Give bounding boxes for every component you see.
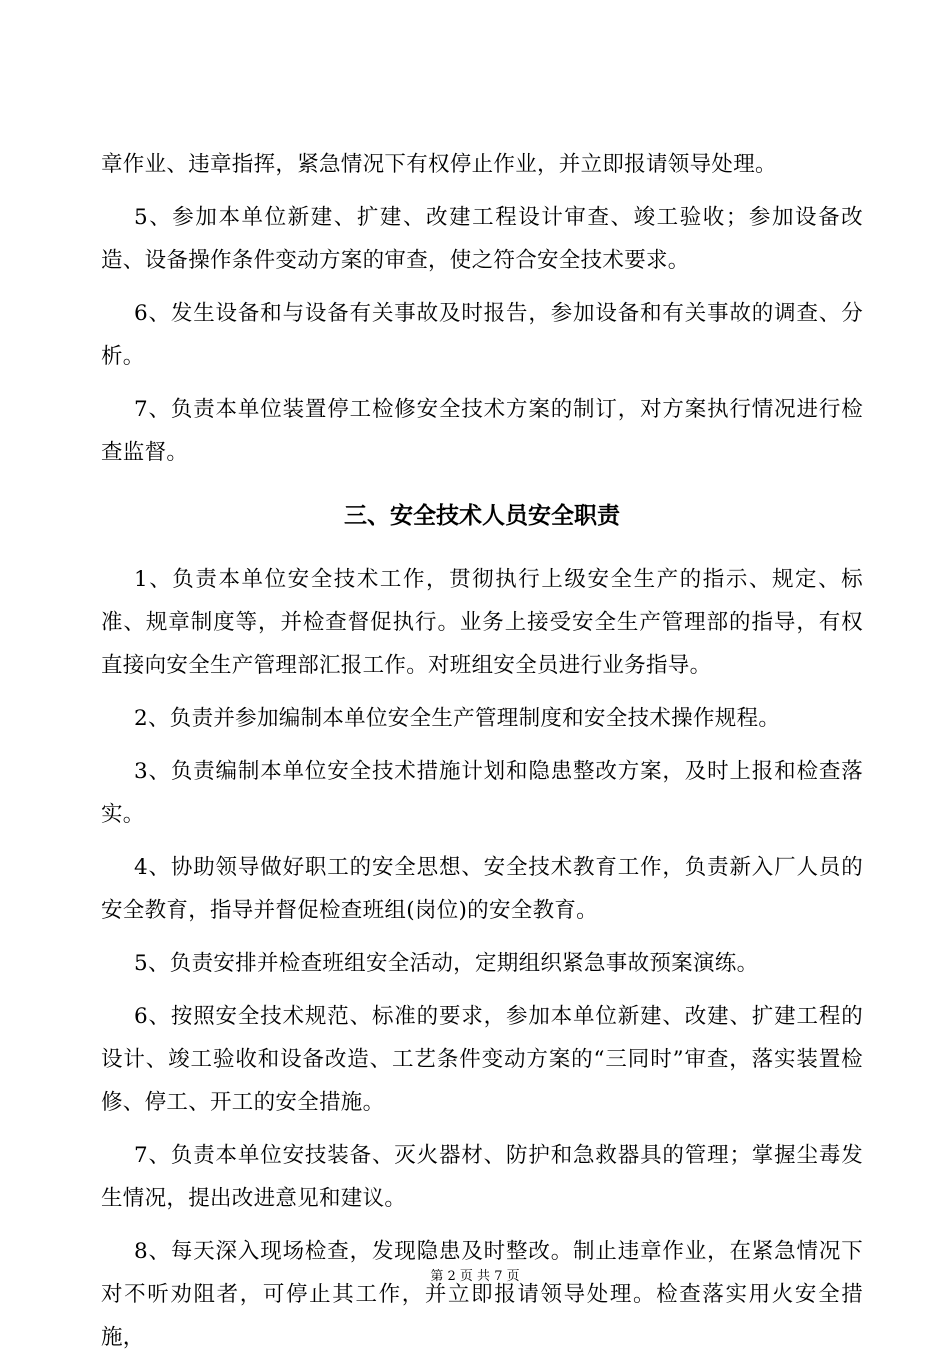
page-footer: 第 2 页 共 7 页 [430, 1269, 520, 1284]
section3-item-8: 8、每天深入现场检查，发现隐患及时整改。制止违章作业，在紧急情况下对不听劝阻者，可停止其工作，并立即报请领导处理。检查落实用火安全措施， [101, 1239, 863, 1350]
section2-item-6: 6、发生设备和与设备有关事故及时报告，参加设备和有关事故的调查、分析。 [101, 301, 863, 369]
section2-item-5: 5、参加本单位新建、扩建、改建工程设计审查、竣工验收；参加设备改造、设备操作条件变动方案的审查，使之符合安全技术要求。 [101, 205, 863, 273]
continuation-paragraph: 章作业、违章指挥，紧急情况下有权停止作业，并立即报请领导处理。 [101, 152, 777, 177]
section3-item-7: 7、负责本单位安技装备、灭火器材、防护和急救器具的管理；掌握尘毒发生情况，提出改进意见和建议。 [101, 1143, 863, 1211]
section2-item-7: 7、负责本单位装置停工检修安全技术方案的制订，对方案执行情况进行检查监督。 [101, 397, 863, 465]
section3-item-3: 3、负责编制本单位安全技术措施计划和隐患整改方案，及时上报和检查落实。 [101, 759, 863, 827]
section-title: 三、安全技术人员安全职责 [344, 503, 620, 529]
section3-item-5: 5、负责安排并检查班组安全活动，定期组织紧急事故预案演练。 [134, 951, 759, 976]
section3-item-1: 1、负责本单位安全技术工作，贯彻执行上级安全生产的指示、规定、标准、规章制度等，并检查督促执行。业务上接受安全生产管理部的指导，有权直接向安全生产管理部汇报工作。对班组安全员进行业务指导。 [101, 567, 863, 678]
section3-item-4: 4、协助领导做好职工的安全思想、安全技术教育工作，负责新入厂人员的安全教育，指导并督促检查班组(岗位)的安全教育。 [101, 855, 863, 923]
section3-item-2: 2、负责并参加编制本单位安全生产管理制度和安全技术操作规程。 [134, 706, 781, 731]
section3-item-6: 6、按照安全技术规范、标准的要求，参加本单位新建、改建、扩建工程的设计、竣工验收和设备改造、工艺条件变动方案的“三同时”审查，落实装置检修、停工、开工的安全措施。 [101, 1004, 863, 1115]
page-content [101, 143, 863, 1369]
